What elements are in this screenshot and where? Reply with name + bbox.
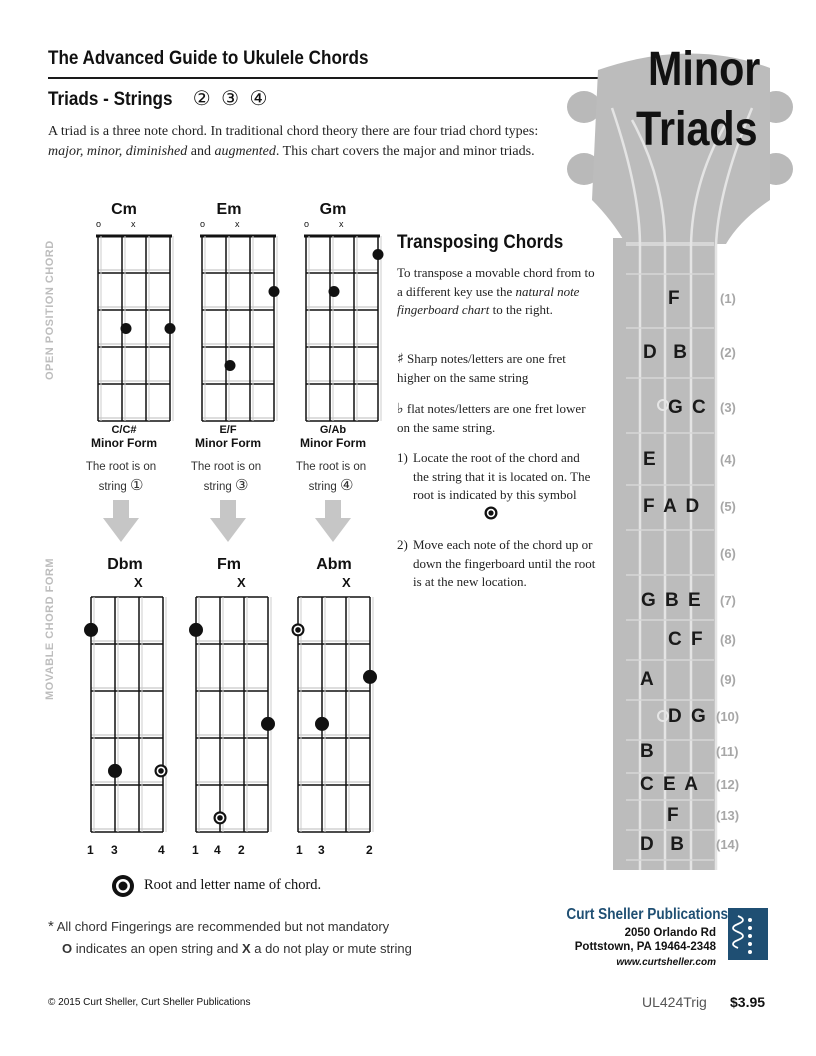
down-arrow-icon [210, 500, 246, 542]
form-line-1: G/Ab [319, 424, 347, 436]
form-line-2: Minor Form [195, 436, 261, 450]
finger-dot [189, 623, 203, 637]
step-2 [397, 536, 597, 592]
fret-notes: F A D [643, 496, 702, 517]
chord-name-dbm: Dbm [107, 556, 143, 573]
fret-number-label: (1) [720, 291, 736, 306]
root-string-symbol: ④ [339, 476, 354, 494]
root-dot-center [295, 627, 301, 633]
transpose-arrows [103, 500, 351, 542]
price: $3.95 [730, 994, 766, 1010]
flat-icon: ♭ [397, 401, 404, 417]
step-2-text: Move each note of the chord up or down the fingerboard until the root is at the new location. [413, 537, 596, 589]
open-grid-em [200, 236, 280, 421]
chord-name-abm: Abm [316, 556, 352, 573]
open-string-mark: o [304, 219, 310, 229]
movable-chord-grids [84, 597, 377, 832]
product-code: UL424Trig [642, 994, 707, 1010]
finger-number: 1 [192, 843, 199, 857]
string-2-symbol: ② [192, 86, 211, 110]
root-string-word: string [203, 481, 232, 493]
open-chord-grids [96, 236, 384, 421]
transposing-intro-italic: natural note fingerboard chart [397, 283, 580, 317]
big-title-minor: Minor [648, 43, 761, 96]
intro-text-2: and [187, 143, 215, 159]
fret-number-label: (14) [716, 837, 740, 852]
finger-dot [261, 717, 275, 731]
root-symbol-icon [485, 507, 498, 520]
root-legend-text: Root and letter name of chord. [144, 877, 322, 893]
form-line-1: C/C# [111, 424, 137, 436]
fret-notes: F [667, 805, 681, 826]
string-4-symbol: ④ [249, 86, 268, 110]
open-string-mark: o [96, 219, 102, 229]
finger-number: 3 [318, 843, 325, 857]
finger-dot [363, 670, 377, 684]
ukulele-headstock-illustration [567, 53, 793, 870]
fret-number-label: (3) [720, 400, 736, 415]
finger-dot [315, 717, 329, 731]
transposing-intro-1: To transpose a movable chord from to a different key use the [397, 265, 595, 299]
mute-mark-legend-text: a do not play or mute string [254, 941, 412, 956]
fret-notes: D B [640, 834, 686, 855]
fret-number-label: (7) [720, 593, 736, 608]
root-line-1: The root is on [295, 461, 367, 473]
finger-dot [225, 360, 236, 371]
finger-number: 2 [238, 843, 245, 857]
open-mark-legend: O [62, 941, 73, 956]
root-dot-center [158, 768, 164, 774]
root-string-word: string [98, 481, 127, 493]
fret-notes: B [640, 741, 656, 762]
publisher-address-2: Pottstown, PA 19464-2348 [574, 941, 716, 953]
form-line-1: E/F [219, 424, 237, 436]
root-string-word: string [308, 481, 337, 493]
root-string-symbol: ③ [234, 476, 249, 494]
down-arrow-icon [103, 500, 139, 542]
big-title-triads: Triads [636, 103, 758, 156]
root-dot-center [217, 815, 223, 821]
fret-number-label: (2) [720, 345, 736, 360]
fret-notes: G C [668, 397, 708, 418]
open-mute-note [62, 941, 412, 956]
fret-number-label: (10) [716, 709, 740, 724]
finger-number: 2 [366, 843, 373, 857]
mute-mark-legend: X [242, 941, 251, 956]
chord-form-gm [283, 424, 383, 450]
fret-number-label: (9) [720, 672, 736, 687]
open-string-mark: o [200, 219, 206, 229]
intro-type-augmented: augmented [214, 143, 276, 159]
asterisk: * [48, 918, 54, 935]
finger-dot [121, 323, 132, 334]
movable-grid-fm [189, 597, 275, 832]
sharp-rule [397, 350, 597, 387]
intro-text-3: . This chart covers the major and minor triads. [275, 143, 535, 159]
mute-string-mark: X [134, 575, 143, 590]
open-mark-legend-text: indicates an open string and [75, 941, 239, 956]
fret-number-label: (11) [716, 744, 739, 759]
movable-grid-abm [292, 597, 378, 832]
chord-form-cm [74, 424, 174, 450]
step-1-text: Locate the root of the chord and the string that it is located on. The root is indicated by this symbol [413, 450, 591, 502]
chord-name-fm: Fm [217, 556, 241, 573]
intro-types: major, minor, diminished [48, 143, 188, 159]
finger-dot [84, 623, 98, 637]
side-label-open: OPEN POSITION CHORD [44, 240, 56, 380]
chord-name-cm: Cm [111, 201, 137, 218]
finger-number: 4 [158, 843, 165, 857]
chord-name-em: Em [216, 201, 242, 218]
side-label-movable: MOVABLE CHORD FORM [44, 557, 56, 700]
fret-number-label: (6) [720, 546, 736, 561]
root-note-em [176, 458, 276, 496]
mute-string-mark: x [339, 219, 344, 229]
step-1 [397, 449, 597, 505]
transposing-title: Transposing Chords [397, 232, 564, 253]
publisher-name: Curt Sheller Publications [566, 906, 729, 923]
root-legend-icon [112, 875, 134, 897]
finger-number: 1 [296, 843, 303, 857]
finger-number: 3 [111, 843, 118, 857]
publisher-address-1: 2050 Orlando Rd [624, 927, 716, 939]
transposing-intro-2: to the right. [489, 302, 553, 317]
root-line-2 [281, 476, 381, 496]
form-line-2: Minor Form [300, 436, 366, 450]
fret-number-label: (13) [716, 808, 740, 823]
movable-grid-dbm [84, 597, 168, 832]
open-grid-cm [96, 236, 176, 421]
step-1-number: 1) [397, 450, 408, 465]
chord-name-gm: Gm [319, 201, 347, 218]
fingering-note [48, 918, 389, 935]
open-grid-gm [304, 236, 384, 421]
root-line-1: The root is on [190, 461, 262, 473]
fret-notes: C F [668, 629, 705, 650]
finger-dot [269, 286, 280, 297]
fret-notes: G B E [641, 590, 703, 611]
down-arrow-icon [315, 500, 351, 542]
sharp-icon: ♯ [397, 351, 404, 367]
finger-dot [165, 323, 176, 334]
section-title-text: Triads - Strings [48, 89, 173, 110]
fret-notes: A [640, 669, 656, 690]
fret-number-label: (12) [716, 777, 740, 792]
finger-dot [108, 764, 122, 778]
finger-number: 4 [214, 843, 221, 857]
root-string-symbol: ① [129, 476, 144, 494]
sharp-text: Sharp notes/letters are one fret higher on the same string [397, 351, 566, 385]
fingering-note-text: All chord Fingerings are recommended but not mandatory [56, 919, 390, 934]
fret-number-label: (4) [720, 452, 736, 467]
string-3-symbol: ③ [221, 86, 240, 110]
step-2-number: 2) [397, 537, 408, 552]
fret-number-label: (5) [720, 499, 736, 514]
copyright: © 2015 Curt Sheller, Curt Sheller Publications [48, 997, 251, 1008]
finger-dot [329, 286, 340, 297]
finger-number: 1 [87, 843, 94, 857]
fret-number-label: (8) [720, 632, 736, 647]
publisher-website[interactable]: www.curtsheller.com [616, 957, 716, 968]
root-line-2 [176, 476, 276, 496]
chord-form-em [178, 424, 278, 450]
flat-text: flat notes/letters are one fret lower on the same string. [397, 401, 586, 435]
form-line-2: Minor Form [91, 436, 157, 450]
finger-dot [373, 249, 384, 260]
fret-notes: F [668, 288, 682, 309]
mute-string-mark: X [342, 575, 351, 590]
flat-rule [397, 400, 597, 437]
fret-notes: D B [643, 342, 689, 363]
mute-string-mark: x [131, 219, 136, 229]
publisher-logo [728, 908, 768, 960]
mute-string-mark: X [237, 575, 246, 590]
series-title: The Advanced Guide to Ukulele Chords [48, 48, 369, 69]
fret-notes: D G [668, 706, 708, 727]
root-note-gm [281, 458, 381, 496]
fret-notes: C E A [640, 774, 700, 795]
transposing-intro [397, 264, 597, 320]
fret-notes: E [643, 449, 658, 470]
root-line-1: The root is on [85, 461, 157, 473]
root-note-cm [71, 458, 171, 496]
mute-string-mark: x [235, 219, 240, 229]
root-line-2 [71, 476, 171, 496]
publisher-block [540, 906, 729, 968]
intro-text-1: A triad is a three note chord. In traditional chord theory there are four triad chord types: [48, 124, 539, 139]
